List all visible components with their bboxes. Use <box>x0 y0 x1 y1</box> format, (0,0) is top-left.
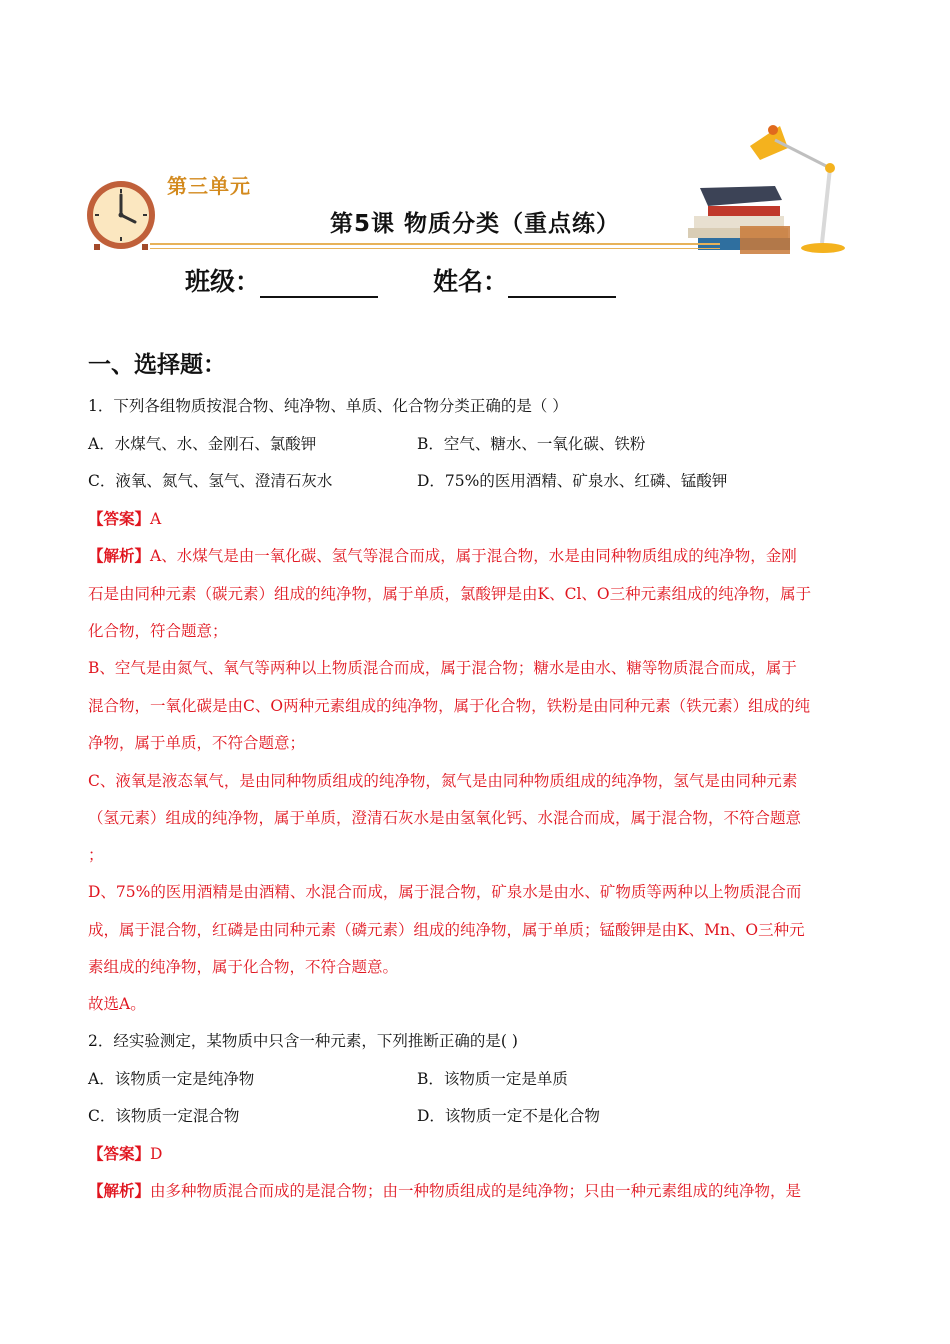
q1-analysis-line: 成，属于混合物，红磷是由同种元素（磷元素）组成的纯净物，属于单质；锰酸钾是由K、Mn、O三种元 <box>88 921 805 939</box>
analysis-text: A、水煤气是由一氧化碳、氢气等混合而成，属于混合物，水是由同种物质组成的纯净物，金刚 <box>150 547 797 565</box>
header-divider <box>150 243 720 245</box>
q1-analysis-line <box>88 546 797 566</box>
name-field <box>433 262 616 298</box>
q1-analysis-line: （氢元素）组成的纯净物，属于单质，澄清石灰水是由氢氧化钙、水混合而成，属于混合物，不符合题意 <box>88 809 802 827</box>
answer-tag: 【答案】 <box>88 1144 151 1163</box>
class-field <box>185 262 378 298</box>
q1-analysis-line: 混合物，一氧化碳是由C、O两种元素组成的纯净物，属于化合物，铁粉是由同种元素（铁元素）组成的纯 <box>88 697 811 715</box>
q1-analysis-line: B、空气是由氮气、氧气等两种以上物质混合而成，属于混合物；糖水是由水、糖等物质混合而成，属于 <box>88 659 797 677</box>
q1-answer <box>88 509 161 529</box>
q2-option-a: A．该物质一定是纯净物 <box>88 1070 255 1088</box>
lesson-title: 第5课 物质分类（重点练） <box>330 211 621 237</box>
q1-analysis-line: D、75%的医用酒精是由酒精、水混合而成，属于混合物，矿泉水是由水、矿物质等两种以上物质混合而 <box>88 883 802 901</box>
q1-analysis-line: 石是由同种元素（碳元素）组成的纯净物，属于单质，氯酸钾是由K、Cl、O三种元素组成的纯净物，属于 <box>88 585 812 603</box>
answer-tag: 【答案】 <box>88 509 151 528</box>
q2-answer <box>88 1144 162 1164</box>
q2-analysis-line <box>88 1181 801 1201</box>
analysis-text: 由多种物质混合而成的是混合物；由一种物质组成的是纯净物；只由一种元素组成的纯净物，是 <box>150 1182 802 1200</box>
class-label: 班级： <box>185 267 261 296</box>
q1-option-c: C．液氧、氮气、氢气、澄清石灰水 <box>88 472 333 490</box>
q1-analysis-line: 净物，属于单质，不符合题意； <box>88 734 306 752</box>
q1-analysis-line: ； <box>88 846 104 864</box>
q1-conclusion: 故选A。 <box>88 995 146 1013</box>
answer-value: A <box>150 510 162 528</box>
q1-analysis-line: 化合物，符合题意； <box>88 622 228 640</box>
q1-option-a: A．水煤气、水、金刚石、氯酸钾 <box>88 435 317 453</box>
q1-analysis-line: C、液氧是液态氧气，是由同种物质组成的纯净物，氮气是由同种物质组成的纯净物，氢气是由同种元素 <box>88 772 798 790</box>
q2-stem: 2．经实验测定，某物质中只含一种元素，下列推断正确的是( ) <box>88 1032 518 1050</box>
books-lamp-icon <box>680 118 860 263</box>
class-blank[interactable] <box>260 270 378 298</box>
name-blank[interactable] <box>508 270 616 298</box>
name-label: 姓名： <box>433 267 509 296</box>
section-title: 一、选择题： <box>88 352 226 378</box>
header-divider-thin <box>150 248 720 249</box>
q1-option-b: B．空气、糖水、一氧化碳、铁粉 <box>417 435 646 453</box>
unit-label: 第三单元 <box>167 174 251 198</box>
analysis-tag: 【解析】 <box>88 546 151 565</box>
analysis-tag: 【解析】 <box>88 1181 151 1200</box>
q1-option-d: D．75%的医用酒精、矿泉水、红磷、锰酸钾 <box>417 472 728 490</box>
q1-stem: 1．下列各组物质按混合物、纯净物、单质、化合物分类正确的是（ ） <box>88 397 568 415</box>
q2-option-d: D．该物质一定不是化合物 <box>417 1107 600 1125</box>
q1-analysis-line: 素组成的纯净物，属于化合物，不符合题意。 <box>88 958 399 976</box>
q2-option-c: C．该物质一定混合物 <box>88 1107 240 1125</box>
q2-option-b: B．该物质一定是单质 <box>417 1070 568 1088</box>
answer-value: D <box>150 1145 163 1163</box>
clock-icon <box>84 178 164 252</box>
